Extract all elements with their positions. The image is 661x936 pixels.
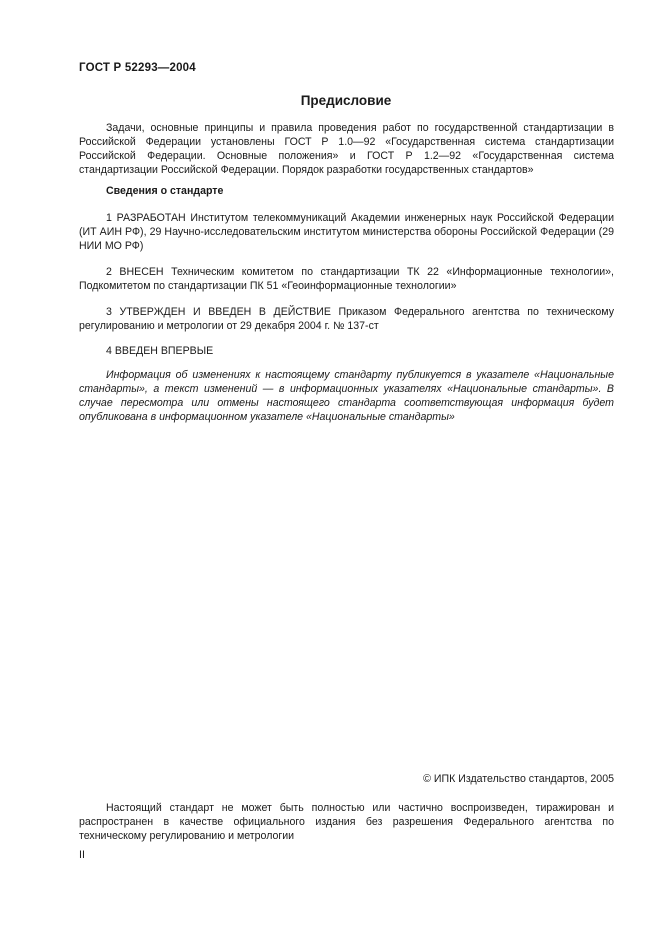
info-item-1: 1 РАЗРАБОТАН Институтом телекоммуникаций Академии инженерных наук Российской Федерации (ИТ АИН РФ), 29 Научно-исследовательским институтом министерства обороны Российской Федерации (29 НИИ МО РФ): [79, 212, 614, 252]
document-header: ГОСТ Р 52293—2004: [79, 62, 196, 74]
intro-paragraph: Задачи, основные принципы и правила проведения работ по государственной стандартизации в Российской Федерации установлены ГОСТ Р 1.0—92 «Государственная система стандартизации Российской Федерации. Основные положения» и ГОСТ Р 1.2—92 «Государственная система стандартизации Российской Федерации. Порядок разработки государственных стандартов»: [79, 122, 614, 176]
legal-paragraph: Настоящий стандарт не может быть полностью или частично воспроизведен, тиражирован и распространен в качестве официального издания без разрешения Федерального агентства по техническому регулированию и метрологии: [79, 802, 614, 842]
info-item-4: 4 ВВЕДЕН ВПЕРВЫЕ: [106, 345, 214, 357]
notice-paragraph: Информация об изменениях к настоящему стандарту публикуется в указателе «Национальные стандарты», а текст изменений — в информационных указателях «Национальные стандарты». В случае пересмотра или отмены настоящего стандарта соответствующая информация будет опубликована в информационном указателе «Национальные стандарты»: [79, 369, 614, 423]
info-item-3: 3 УТВЕРЖДЕН И ВВЕДЕН В ДЕЙСТВИЕ Приказом Федерального агентства по техническому регулированию и метрологии от 29 декабря 2004 г. № 137-ст: [79, 306, 614, 332]
page-title: Предисловие: [300, 93, 392, 108]
copyright-line: © ИПК Издательство стандартов, 2005: [423, 773, 614, 785]
info-item-2: 2 ВНЕСЕН Техническим комитетом по стандартизации ТК 22 «Информационные технологии», Подкомитетом по стандартизации ПК 51 «Геоинформационные технологии»: [79, 266, 614, 292]
page-number: II: [79, 849, 85, 861]
info-heading: Сведения о стандарте: [106, 185, 224, 197]
